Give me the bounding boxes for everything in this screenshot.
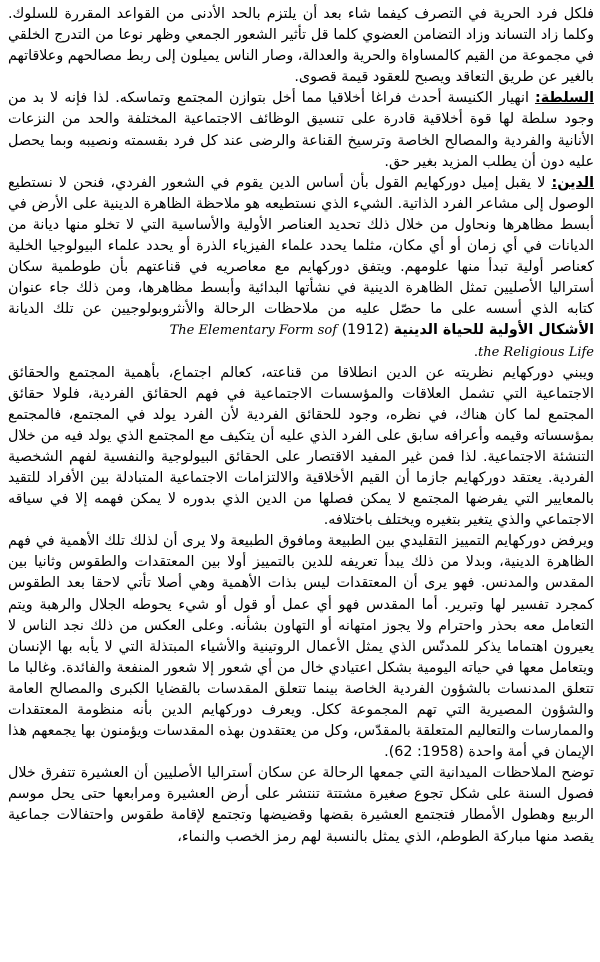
paragraph-text: فلكل فرد الحرية في التصرف كيفما شاء بعد أن يلتزم بالحد الأدنى من القواعد المقررة للسلوك. وكلما زاد التساند وزاد التضامن العضوي كلما قل تأثير الشعور الجمعي وظهر نوعا من التدرج الخلقي في مجموعة من القيم كالمساواة والحرية والعدالة، وصار الناس يميلون إلى ربط مصالحهم وعلاقاتهم بالغير عن طريق التعاقد ويصبح للعقود قيمة قصوى. (8, 6, 594, 86)
paragraph-text: ويبني دوركهايم نظريته عن الدين انطلاقا من قناعته، كعالم اجتماع، بأهمية المجتمع والحقائق الاجتماعية التي تشمل العلاقات والمؤسسات الاجتماعية في فهم الحقائق الفردية، فلولا حقائق المجتمع لما كان هناك، في نظره، وجود للحقائق الفردية لأن الفرد يولد في المجتمع، فالمجتمع بمؤسساته وقيمه وأعرافه سابق على الفرد الذي عليه أن يتكيف مع المجتمع الذي يولد فيه من خلال التنشئة الاجتماعية. لذا فمن غير المفيد الاقتصار على الحقائق البيولوجية والنفسية لفهم الشخصية الفردية. يعتقد دوركهايم جازما أن القيم الأخلاقية والالتزامات الاجتماعية المتبادلة بين الأفراد للتقيد بالمعايير التي يفرضها المجتمع لا يمكن فصلها من الدين الذي بدوره لا يمكن فهمه إلا في سياقه الاجتماعي والذي يتغير بتغيره ويختلف باختلافه. (8, 364, 594, 529)
paragraph-text: توضح الملاحظات الميدانية التي جمعها الرحالة عن سكان أستراليا الأصليين أن العشيرة تتفرق خلال فصول السنة على شكل تجوع صغيرة مشتتة تنتشر على أرض العشيرة ومرابعها حتى يحل موسم الربيع وهطول الأمطار فتجتمع العشيرة بقضها وقضيضها وتجتمع لإقامة طقوس واحتفالات جماعية يقصد منها مباركة الطوطم، الذي يمثل بالنسبة لهم رمز الخصب والنماء، (8, 765, 594, 845)
sentence-end: . (473, 344, 478, 360)
section-term-religion: الدين: (551, 174, 594, 191)
paragraph-solidarity (8, 4, 594, 88)
book-title-english-line (8, 342, 594, 363)
paragraph-text: ويرفض دوركهايم التمييز التقليدي بين الطبيعة ومافوق الطبيعة ولا يرى أن لذلك تلك الأهمية في فهم الظاهرة الدينية، وبدلا من ذلك يبدأ تعريفه للدين بالتمييز أولا بين المعتقدات والطقوس وثانيا بين المقدس والمدنس. فهو يرى أن المعتقدات ليس بذات الأهمية وهي أصلا تأتي لاحقا بعد الطقوس كمجرد تفسير لها وتبرير. أما المقدس فهو أي عمل أو قول أو شيء يحوطه الجلال والرهبة ويتم التعامل معه بحذر واحترام ولا يجوز امتهانه أو التهاون بشأنه. وعلى العكس من ذلك نجد الناس لا يعيرون اهتماما يذكر للمدنّس الذي يمثل الأعمال الروتينية والأشياء المبتذلة التي لا يأبه بها الإنسان ويتعامل معها في حياته اليومية بشكل اعتيادي خال من أي شعور إلا شعور المنفعة والفائدة. وغالبا ما تتعلق المدنسات بالشؤون الفردية الخاصة بينما تتعلق المقدسات بالقضايا الكبرى والمصالح العامة والشؤون المصيرية التي تهم المجموعة ككل. ويعرف دوركهايم الدين بأنه منظومة المعتقدات والممارسات والتعاليم المتعلقة بالمقدّس، وكل من يعتقدون بهذه المقدسات ويؤمنون بها يجمعهم هذا الإيمان في أمة واحدة (1958: 62). (8, 533, 594, 761)
section-term-authority: السلطة: (535, 90, 594, 107)
paragraph-authority (8, 88, 594, 172)
paragraph-religion (8, 173, 594, 342)
book-title-english-part1: The Elementary Form sof (169, 323, 338, 339)
paragraph-theory (8, 363, 594, 532)
paragraph-sacred-profane (8, 531, 594, 763)
paragraph-field-notes (8, 763, 594, 847)
paragraph-text: انهيار الكنيسة أحدث فراغا أخلاقيا مما أخل بتوازن المجتمع وتماسكه. لذا فإنه لا بد من وجود سلطة لها قوة أخلاقية قادرة على تنسيق الوظائف الاجتماعية المختلفة والحد من النزعات الأنانية والفردية والمصالح الخاصة وترسيخ القناعة والرضى عند كل فرد بقسمته ونصيبه وبما يحصل عليه دون أن يطلب المزيد بغير حق. (8, 90, 594, 170)
book-title-english-part2: the Religious Life (478, 344, 594, 360)
book-year: (1912) (341, 322, 390, 339)
paragraph-text: لا يقبل إميل دوركهايم القول بأن أساس الدين يقوم في الشعور الفردي، فنحن لا نستطيع الوصول إلى مشاعر الفرد الذاتية. الشيء الذي نستطيعه هو ملاحظة الظاهرة الدينية على الأرض في أبسط مظاهرها ونحاول من خلال ذلك تحديد العناصر الأولية والأساسية التي لا تخلو منها ديانة من الديانات في أي زمان أو أي مكان، مثلما يحدد علماء الفيزياء الذرة أو يحدد علماء البيولوجيا الخلية كعناصر أولية تبدأ منها علومهم. ويتفق دوركهايم مع معاصريه في قناعتهم بأن طوطمية سكان أستراليا الأصليين تمثل الظاهرة الدينية في نشأتها البدائية وأبسط مظاهرها، ومن ذلك جاء عنوان كتابه الذي أسسه على ما حصّل عليه من ملاحظات الرحالة والأنثروبولوجيين عن تلك الديانة (8, 174, 594, 318)
book-title-arabic: الأشكال الأولية للحياة الدينية (393, 322, 594, 339)
